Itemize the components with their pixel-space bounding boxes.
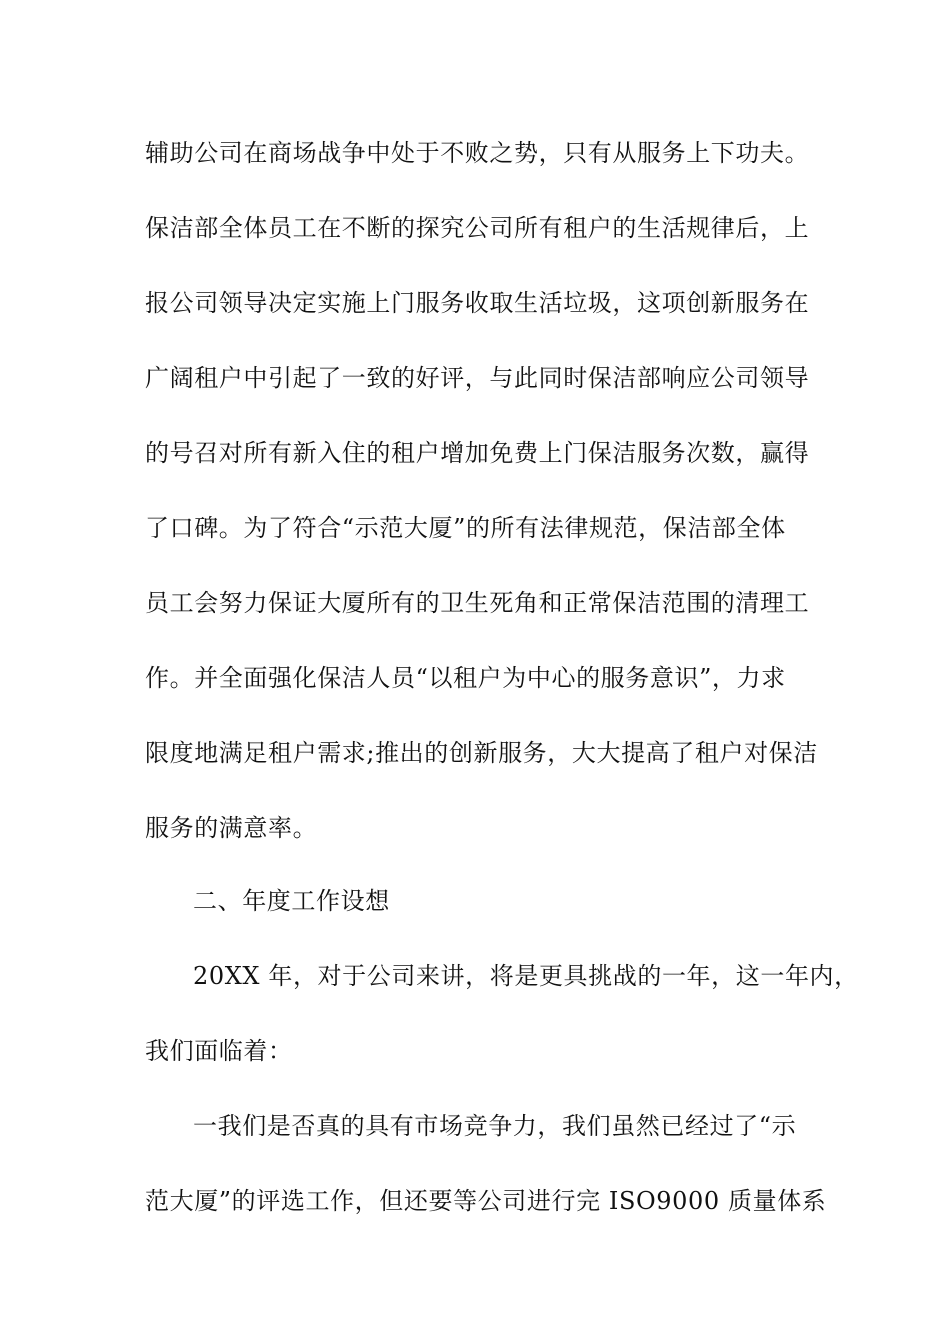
- paragraph-line: 辅助公司在商场战争中处于不败之势，只有从服务上下功夫。: [145, 139, 810, 167]
- paragraph-line: 作。并全面强化保洁人员“以租户为中心的服务意识”，力求: [145, 664, 786, 692]
- paragraph-line: 广阔租户中引起了一致的好评，与此同时保洁部响应公司领导: [145, 364, 810, 392]
- paragraph-line: 了口碑。为了符合“示范大厦”的所有法律规范，保洁部全体: [145, 514, 786, 542]
- paragraph-line: 一我们是否真的具有市场竞争力，我们虽然已经过了“示: [193, 1112, 797, 1140]
- paragraph-line: 限度地满足租户需求;推出的创新服务，大大提高了租户对保洁: [145, 739, 818, 767]
- section-heading: 二、年度工作设想: [193, 887, 390, 915]
- paragraph-line: 范大厦”的评选工作，但还要等公司进行完 ISO9000 质量体系: [145, 1187, 827, 1215]
- paragraph-line: 报公司领导决定实施上门服务收取生活垃圾，这项创新服务在: [145, 289, 810, 317]
- paragraph-line: 20XX 年，对于公司来讲，将是更具挑战的一年，这一年内，: [193, 962, 859, 990]
- paragraph-line: 服务的满意率。: [145, 814, 318, 842]
- paragraph-line: 我们面临着：: [145, 1037, 293, 1065]
- paragraph-line: 员工会努力保证大厦所有的卫生死角和正常保洁范围的清理工: [145, 589, 810, 617]
- paragraph-line: 的号召对所有新入住的租户增加免费上门保洁服务次数，赢得: [145, 439, 810, 467]
- paragraph-line: 保洁部全体员工在不断的探究公司所有租户的生活规律后，上: [145, 214, 810, 242]
